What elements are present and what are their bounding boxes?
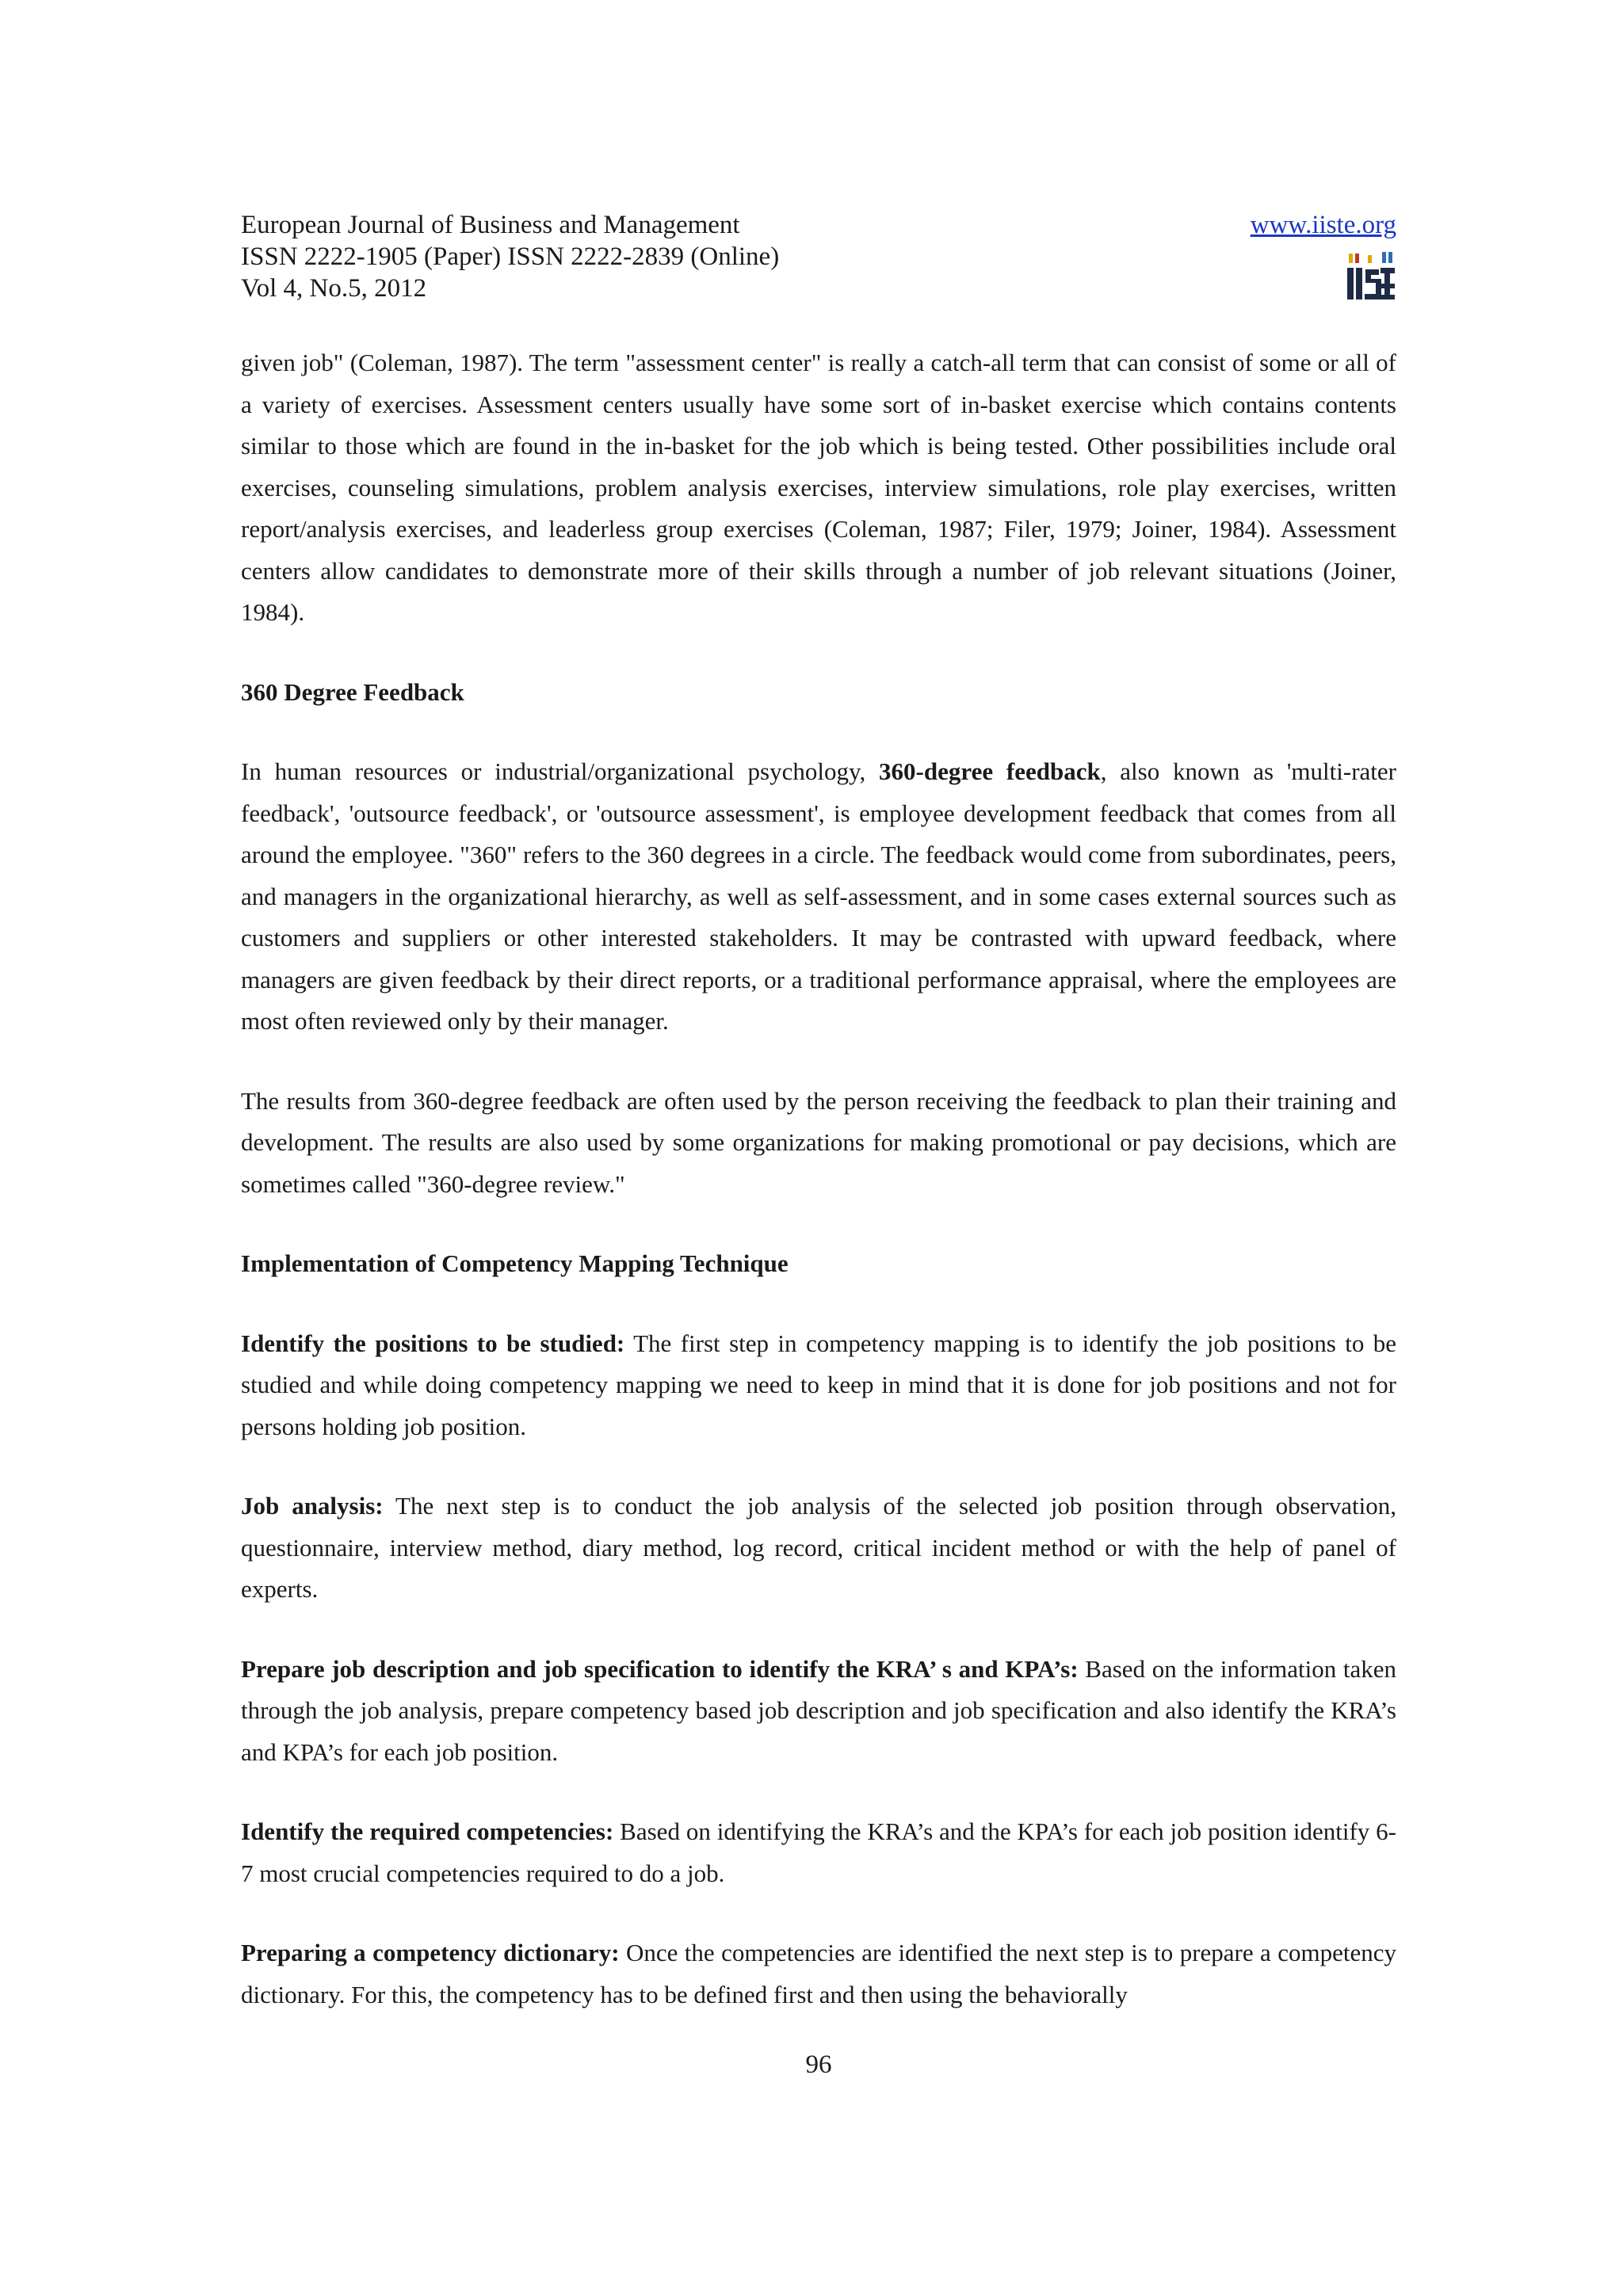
- bold-term-360-degree-feedback: 360-degree feedback: [879, 757, 1101, 785]
- step-text: Based on identifying the KRA’s and the KPA’s for each job position identify 6-7 most crucial competencies required to do a job.: [241, 1817, 1396, 1887]
- step-prepare-job-description: [241, 1649, 1396, 1774]
- text-run: , also known as 'multi-rater feedback', 'outsource feedback', or 'outsource assessment', is employee development feedback that comes from all around the employee. "360" refers to the 360 degrees in a circle. The feedback would come from subordinates, peers, and managers in the organizational hierarchy, as well as self-assessment, and in some cases external sources such as customers and suppliers or other interested stakeholders. It may be contrasted with upward feedback, where managers are given feedback by their direct reports, or a traditional performance appraisal, where the employees are most often reviewed only by their manager.: [241, 757, 1396, 1035]
- journal-title: European Journal of Business and Management: [241, 211, 740, 239]
- step-label: Job analysis:: [241, 1492, 384, 1520]
- page-header: [241, 209, 1396, 312]
- step-text: The next step is to conduct the job analysis of the selected job position through observation, questionnaire, interview method, diary method, log record, critical incident method or with the help of panel of experts.: [241, 1492, 1396, 1603]
- text-run: In human resources or industrial/organizational psychology,: [241, 757, 880, 785]
- step-job-analysis: [241, 1486, 1396, 1611]
- journal-url-link[interactable]: www.iiste.org: [1250, 211, 1396, 239]
- step-text: The first step in competency mapping is to identify the job positions to be studied and while doing competency mapping we need to keep in mind that it is done for job positions and not for persons holding job position.: [241, 1329, 1396, 1440]
- paragraph-assessment-center: given job" (Coleman, 1987). The term "assessment center" is really a catch-all term that can consist of some or all of a variety of exercises. Assessment centers usually have some sort of in-basket exercise which contains contents similar to those which are found in the in-basket for the job which is being tested. Other possibilities include oral exercises, counseling simulations, problem analysis exercises, interview simulations, role play exercises, written report/analysis exercises, and leaderless group exercises (Coleman, 1987; Filer, 1979; Joiner, 1984). Assessment centers allow candidates to demonstrate more of their skills through a number of job relevant situations (Joiner, 1984).: [241, 349, 1396, 626]
- iiste-logo-icon: [1344, 250, 1396, 303]
- journal-volume: Vol 4, No.5, 2012: [241, 274, 427, 303]
- paragraph-360-results: The results from 360-degree feedback are often used by the person receiving the feedback to plan their training and development. The results are also used by some organizations for making promotional or pay decisions, which are sometimes called "360-degree review.": [241, 1086, 1396, 1198]
- step-identify-positions: [241, 1323, 1396, 1448]
- document-page: [241, 0, 1396, 2296]
- step-label: Identify the positions to be studied:: [241, 1329, 625, 1357]
- page-number: 96: [805, 2050, 832, 2079]
- step-text: Once the competencies are identified the next step is to prepare a competency dictionary. For this, the competency has to be defined first and then using the behaviorally: [241, 1939, 1396, 2008]
- step-label: Preparing a competency dictionary:: [241, 1939, 620, 1966]
- step-identify-competencies: [241, 1811, 1396, 1894]
- step-label: Prepare job description and job specification to identify the KRA’ s and KPA’s:: [241, 1654, 1079, 1683]
- step-label: Identify the required competencies:: [241, 1817, 614, 1845]
- journal-info: [241, 209, 779, 304]
- journal-issn: ISSN 2222-1905 (Paper) ISSN 2222-2839 (Online): [241, 242, 780, 271]
- article-body: [241, 342, 1396, 2016]
- heading-implementation: Implementation of Competency Mapping Technique: [241, 1249, 789, 1277]
- step-competency-dictionary: [241, 1932, 1396, 2016]
- heading-360-degree-feedback: 360 Degree Feedback: [241, 677, 464, 706]
- paragraph-360-definition: [241, 751, 1396, 1043]
- step-text: Based on the information taken through the job analysis, prepare competency based job description and job specification and also identify the KRA’s and KPA’s for each job position.: [241, 1654, 1396, 1766]
